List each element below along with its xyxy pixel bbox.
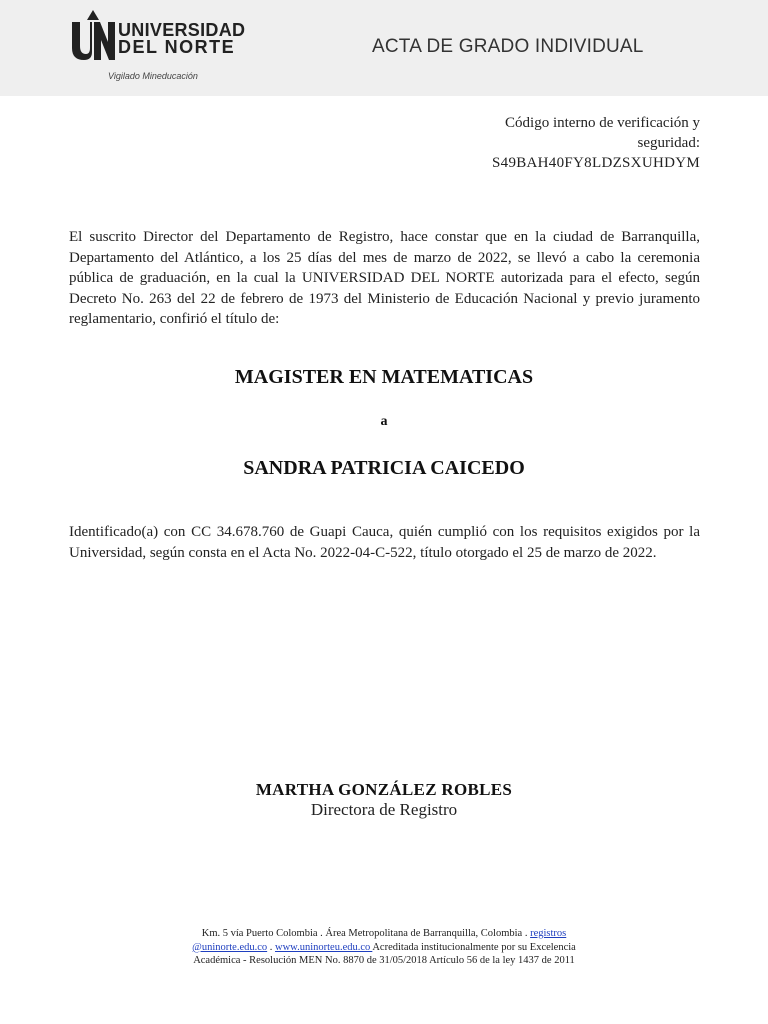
document-title: ACTA DE GRADO INDIVIDUAL bbox=[372, 36, 644, 57]
degree-title: MAGISTER EN MATEMATICAS bbox=[234, 366, 534, 388]
document-footer bbox=[150, 927, 618, 968]
logo-text-del-norte: DEL NORTE bbox=[118, 37, 236, 57]
connector-text: a bbox=[380, 414, 388, 429]
footer-line1 bbox=[150, 927, 618, 941]
signer-name: MARTHA GONZÁLEZ ROBLES bbox=[255, 780, 513, 799]
details-paragraph: Identificado(a) con CC 34.678.760 de Guapi Cauca, quién cumplió con los requisitos exigidos por la Universidad, según consta en el Acta No. 2022-04-C-522, título otorgado el 25 de marzo de 2022. bbox=[69, 524, 700, 561]
intro-paragraph: El suscrito Director del Departamento de Registro, hace constar que en la ciudad de Barranquilla, Departamento del Atlántico, a los 25 días del mes de marzo de 2022, se llevó a cabo la ceremonia pública de graduación, en la cual la UNIVERSIDAD DEL NORTE autorizada para el efecto, según Decreto No. 263 del 22 de febrero de 1973 del Ministerio de Educación Nacional y previo juramento reglamentario, confirió el título de: bbox=[69, 229, 700, 327]
verification-block bbox=[380, 113, 700, 173]
signer-title: Directora de Registro bbox=[310, 800, 458, 819]
verification-code: S49BAH40FY8LDZSXUHDYM bbox=[492, 155, 700, 171]
footer-website-link[interactable]: www.uninorteu.edu.co bbox=[275, 941, 373, 953]
footer-address: Km. 5 vía Puerto Colombia . Área Metropolitana de Barranquilla, Colombia . bbox=[201, 928, 531, 939]
logo-subtitle: Vigilado Mineducación bbox=[108, 71, 198, 81]
document-header bbox=[0, 0, 768, 96]
footer-separator: . bbox=[267, 941, 276, 953]
footer-email-link-part2[interactable]: @uninorte.edu.co bbox=[192, 941, 268, 953]
footer-email-link-part1[interactable]: registros bbox=[530, 928, 567, 939]
footer-accreditation: Acreditada institucionalmente por su Excelencia bbox=[372, 941, 576, 953]
verification-label-line1: Código interno de verificación y bbox=[505, 115, 700, 131]
graduate-name: SANDRA PATRICIA CAICEDO bbox=[243, 457, 525, 479]
verification-label-line2: seguridad: bbox=[637, 135, 700, 151]
footer-line3: Académica - Resolución MEN No. 8870 de 31/05/2018 Artículo 56 de la ley 1437 de 2011 bbox=[193, 955, 575, 966]
footer-line2 bbox=[150, 941, 618, 955]
logo-text-universidad: UNIVERSIDAD bbox=[118, 20, 246, 40]
university-logo bbox=[70, 8, 260, 84]
logo-mark-icon bbox=[70, 8, 116, 64]
